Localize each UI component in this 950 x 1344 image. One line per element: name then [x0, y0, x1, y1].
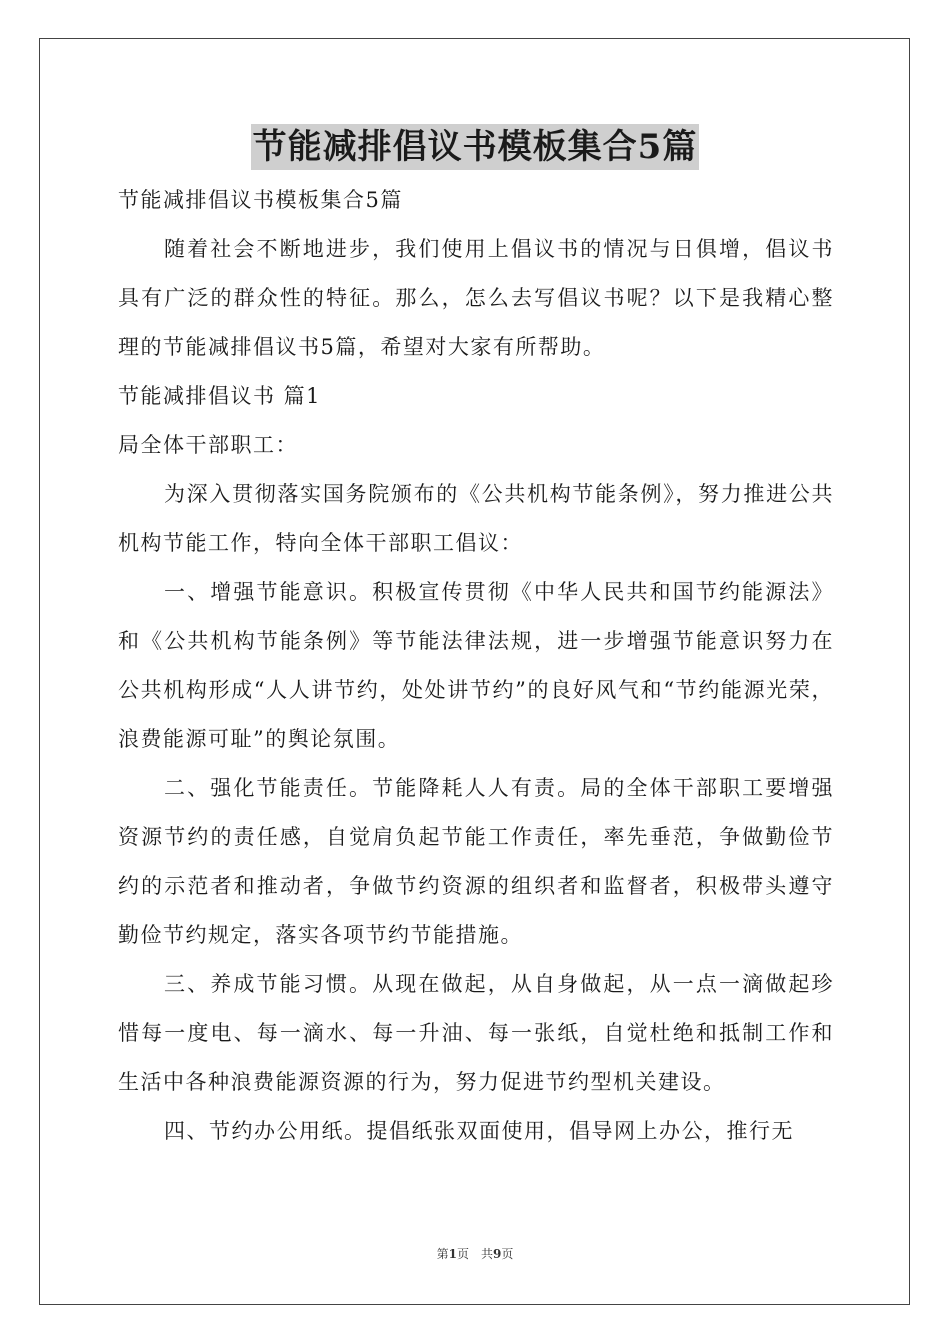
- document-title: [0, 124, 950, 174]
- intro-paragraph: 随着社会不断地进步，我们使用上倡议书的情况与日俱增，倡议书具有广泛的群众性的特征。那么，怎么去写倡议书呢？以下是我精心整理的节能减排倡议书5篇，希望对大家有所帮助。: [118, 237, 834, 359]
- body-paragraph: 四、节约办公用纸。提倡纸张双面使用，倡导网上办公，推行无: [164, 1119, 794, 1143]
- body-paragraph: 一、增强节能意识。积极宣传贯彻《中华人民共和国节约能源法》和《公共机构节能条例》等节能法律法规，进一步增强节能意识努力在公共机构形成“人人讲节约，处处讲节约”的良好风气和“节约能源光荣，浪费能源可耻”的舆论氛围。: [118, 580, 834, 751]
- body-paragraph: 三、养成节能习惯。从现在做起，从自身做起，从一点一滴做起珍惜每一度电、每一滴水、每一升油、每一张纸，自觉杜绝和抵制工作和生活中各种浪费能源资源的行为，努力促进节约型机关建设。: [118, 972, 834, 1094]
- page-mid: 页 共: [456, 1247, 493, 1261]
- page-suffix: 页: [501, 1247, 514, 1261]
- page-total: 9: [493, 1247, 502, 1261]
- document-title-text: 节能减排倡议书模板集合5篇: [251, 124, 700, 170]
- salutation: 局全体干部职工：: [118, 433, 298, 457]
- body-paragraph: 二、强化节能责任。节能降耗人人有责。局的全体干部职工要增强资源节约的责任感，自觉肩负起节能工作责任，率先垂范，争做勤俭节约的示范者和推动者，争做节约资源的组织者和监督者，积极带头遵守勤俭节约规定，落实各项节约节能措施。: [118, 776, 834, 947]
- page-prefix: 第: [436, 1247, 449, 1261]
- subtitle-line: 节能减排倡议书模板集合5篇: [118, 188, 403, 212]
- page-current: 1: [448, 1247, 457, 1261]
- body-paragraph: 为深入贯彻落实国务院颁布的《公共机构节能条例》，努力推进公共机构节能工作，特向全体干部职工倡议：: [118, 482, 834, 555]
- document-body: [118, 176, 834, 1156]
- section-heading: 节能减排倡议书 篇1: [118, 384, 322, 408]
- page-footer: [0, 1245, 950, 1262]
